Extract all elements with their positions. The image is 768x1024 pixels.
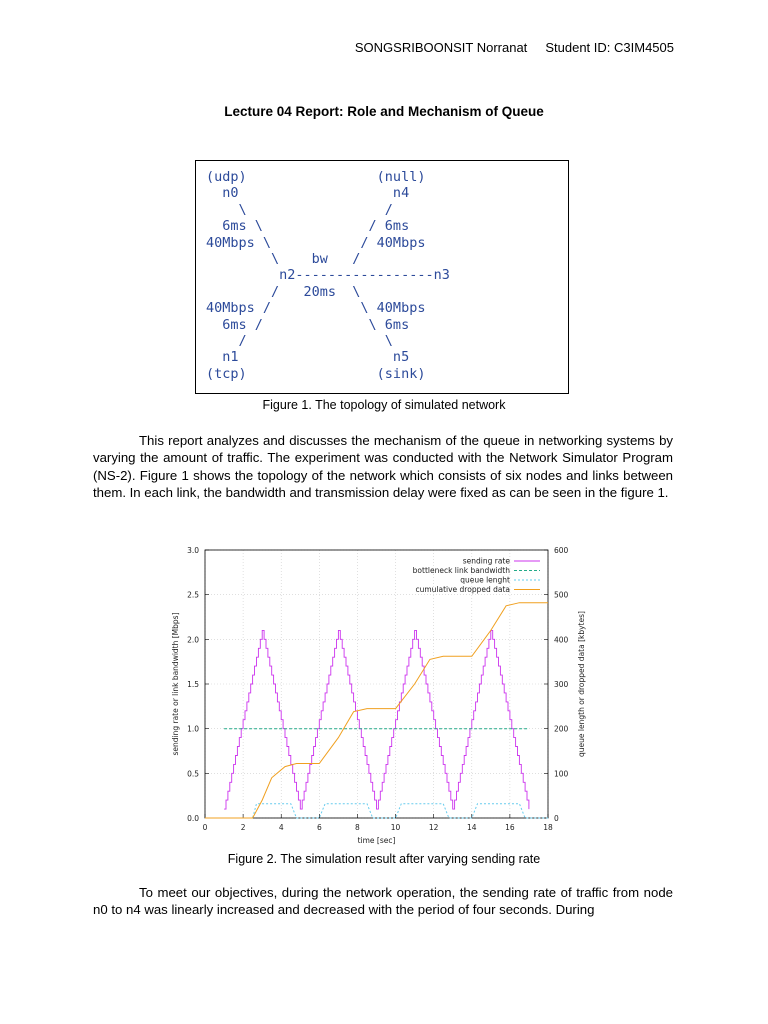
y2-tick-label: 0 [554,814,559,823]
legend-label: cumulative dropped data [415,585,510,594]
x-tick-label: 8 [355,823,360,832]
topology-diagram-text: (udp) (null) n0 n4 \ / 6ms \ / 6ms 40Mbps \ / 40Mbps \ bw / n2-----------------n3 / 20ms \ 40Mbps / \ 40Mbps 6ms / \ 6ms / \ n1 n5 (tcp) (sink) [206,169,450,382]
paragraph-method-text: To meet our objectives, during the network operation, the sending rate of traffic from node n0 to n4 was linearly increased and decreased with the period of four seconds. During [93,885,673,918]
y2-axis-label: queue length or dropped data [kbytes] [577,611,586,757]
x-tick-label: 4 [278,823,284,832]
y-tick-label: 2.0 [187,635,199,645]
x-tick-label: 10 [390,823,401,832]
x-tick-label: 12 [428,823,439,832]
simulation-chart [160,540,586,850]
page-header [355,40,674,55]
y2-tick-label: 400 [554,635,569,645]
x-tick-label: 2 [240,823,246,832]
legend-label: queue lenght [460,575,510,585]
x-tick-label: 6 [316,823,322,832]
student-id: Student ID: C3IM4505 [545,40,674,55]
legend-label: sending rate [462,556,510,566]
y2-tick-label: 300 [554,680,569,689]
y2-tick-label: 600 [554,546,569,555]
y2-tick-label: 500 [554,590,569,600]
y-tick-label: 1.5 [187,680,199,689]
y-tick-label: 0.0 [187,814,199,823]
paragraph-intro-text: This report analyzes and discusses the mechanism of the queue in networking systems by varying the amount of traffic. The experiment was conducted with the Network Simulator Program (NS-2). Figure 1 shows the topology of the network which consists of six nodes and links between them. In each link, the bandwidth and transmission delay were fixed as can be seen in the figure 1. [93,433,673,501]
y2-tick-label: 200 [554,724,569,734]
x-tick-label: 18 [543,823,553,832]
y-tick-label: 2.5 [187,590,199,600]
series-line-cumulative-dropped-data [205,603,548,818]
y-tick-label: 1.0 [187,724,199,734]
x-tick-label: 0 [202,823,208,832]
legend-label: bottleneck link bandwidth [412,566,510,575]
author-name: SONGSRIBOONSIT Norranat [354,40,528,55]
paragraph-intro [93,432,673,502]
y-axis-label: sending rate or link bandwidth [Mbps] [171,612,180,756]
x-axis-label: time [sec] [357,836,396,845]
paragraph-method [93,884,673,919]
y2-tick-label: 100 [554,769,569,779]
figure1-caption: Figure 1. The topology of simulated network [262,398,506,412]
report-title: Lecture 04 Report: Role and Mechanism of Queue [224,104,544,119]
topology-figure [195,160,569,394]
figure2-caption: Figure 2. The simulation result after varying sending rate [227,852,541,866]
y-tick-label: 0.5 [187,769,199,779]
x-tick-label: 14 [467,823,477,832]
y-tick-label: 3.0 [187,546,199,555]
x-tick-label: 16 [505,823,515,832]
simulation-chart-svg [160,540,586,850]
